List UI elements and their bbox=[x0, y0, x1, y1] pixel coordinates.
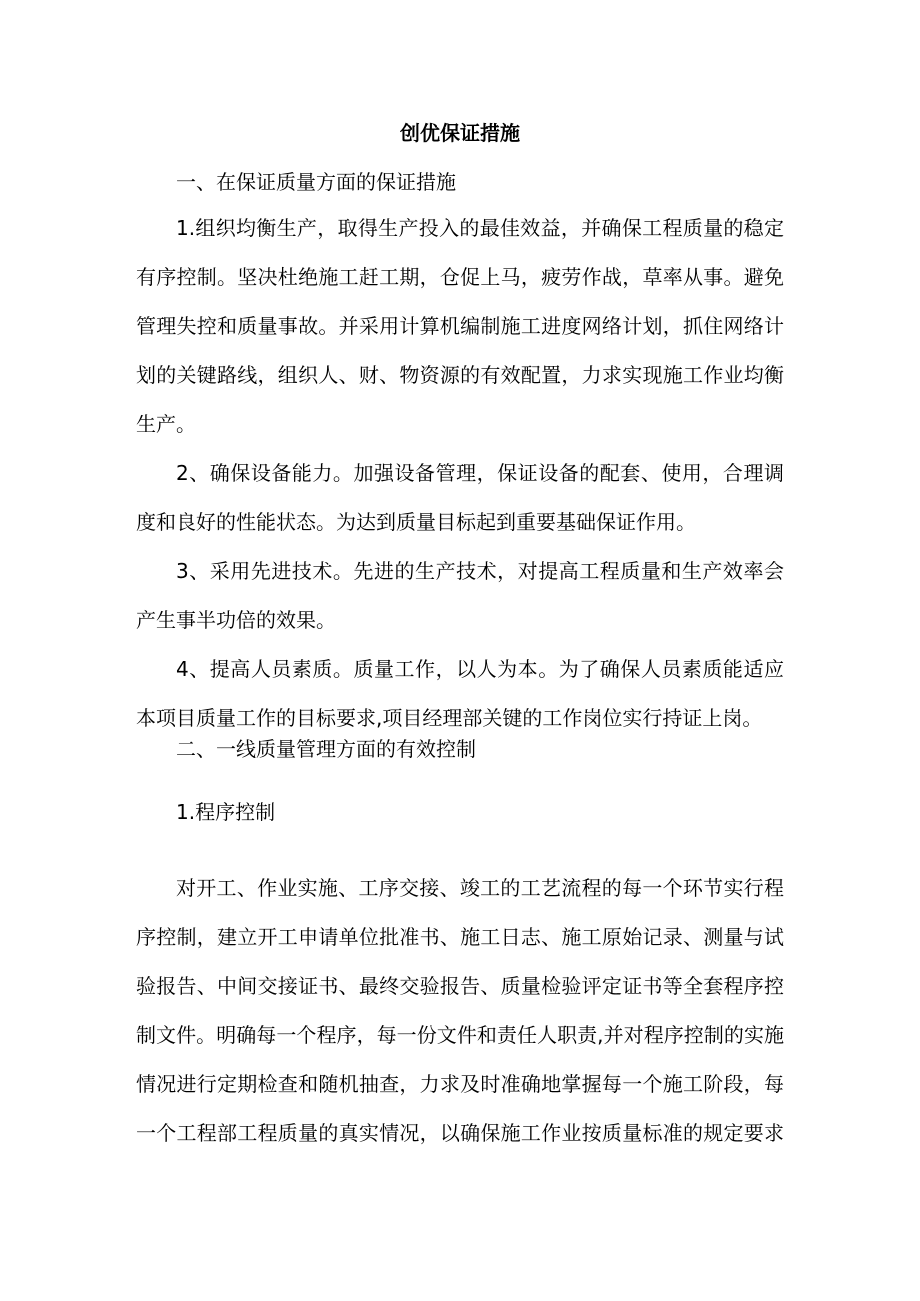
paragraph-line: 制文件。明确每一个程序，每一份文件和责任人职责,并对程序控制的实施 bbox=[136, 1023, 784, 1047]
paragraph-line: 有序控制。坚决杜绝施工赶工期，仓促上马，疲劳作战，草率从事。避免 bbox=[136, 265, 784, 289]
paragraph-line: 序控制，建立开工申请单位批准书、施工日志、施工原始记录、测量与试 bbox=[136, 925, 784, 949]
section-heading-1: 一、在保证质量方面的保证措施 bbox=[176, 170, 456, 194]
paragraph-line: 3、采用先进技术。先进的生产技术，对提高工程质量和生产效率会 bbox=[176, 559, 784, 583]
paragraph-line: 2、确保设备能力。加强设备管理，保证设备的配套、使用，合理调 bbox=[176, 461, 784, 485]
paragraph-line: 1.组织均衡生产，取得生产投入的最佳效益，并确保工程质量的稳定 bbox=[176, 216, 784, 240]
paragraph-line: 本项目质量工作的目标要求,项目经理部关键的工作岗位实行持证上岗。 bbox=[136, 706, 763, 730]
paragraph-line: 管理失控和质量事故。并采用计算机编制施工进度网络计划，抓住网络计 bbox=[136, 314, 784, 338]
document-title: 创优保证措施 bbox=[400, 121, 520, 145]
paragraph-line: 对开工、作业实施、工序交接、竣工的工艺流程的每一个环节实行程 bbox=[176, 876, 784, 900]
paragraph-line: 一个工程部工程质量的真实情况，以确保施工作业按质量标准的规定要求 bbox=[136, 1121, 784, 1145]
paragraph-line: 验报告、中间交接证书、最终交验报告、质量检验评定证书等全套程序控 bbox=[136, 974, 784, 998]
paragraph-line: 产生事半功倍的效果。 bbox=[136, 608, 336, 632]
paragraph-line: 生产。 bbox=[136, 412, 196, 436]
section-heading-2: 二、一线质量管理方面的有效控制 bbox=[176, 737, 476, 761]
paragraph-line: 度和良好的性能状态。为达到质量目标起到重要基础保证作用。 bbox=[136, 510, 696, 534]
paragraph-line: 划的关键路线，组织人、财、物资源的有效配置，力求实现施工作业均衡 bbox=[136, 363, 784, 387]
subsection-heading: 1.程序控制 bbox=[176, 800, 276, 824]
paragraph-line: 情况进行定期检查和随机抽查，力求及时准确地掌握每一个施工阶段，每 bbox=[136, 1072, 784, 1096]
paragraph-line: 4、提高人员素质。质量工作，以人为本。为了确保人员素质能适应 bbox=[176, 657, 784, 681]
